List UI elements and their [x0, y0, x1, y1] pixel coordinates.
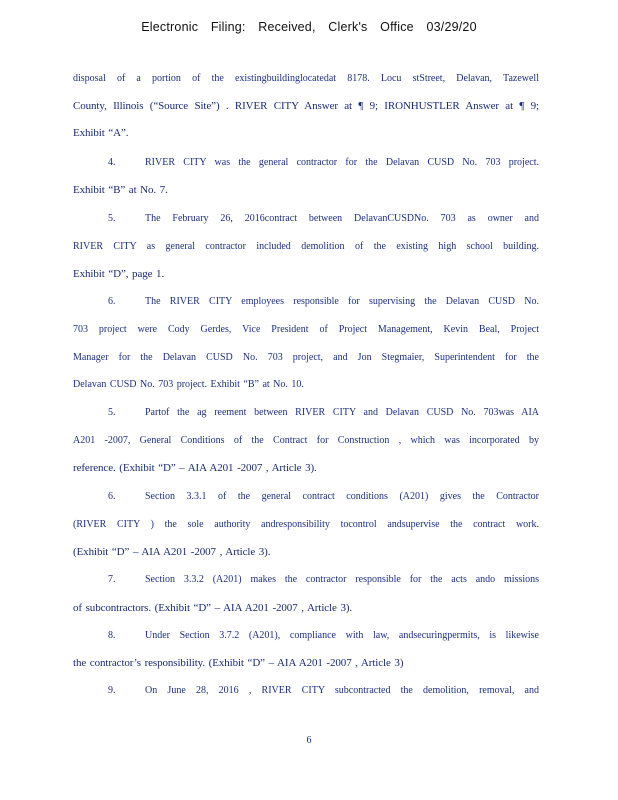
text-line [73, 657, 539, 669]
paragraph-5 [108, 213, 539, 224]
paragraph-8 [108, 630, 539, 641]
line-text: Under Section 3.7.2 (A201), compliance with law, andsecuringpermits, is likewise [145, 630, 539, 641]
paragraph-6b [108, 491, 539, 502]
paragraph-number: 6. [108, 491, 116, 502]
text-line [73, 127, 539, 139]
text-line [73, 184, 539, 196]
line-text: (Exhibit “D” – AIA A201 -2007 , Article 3). [73, 546, 271, 558]
line-text: the contractor’s responsibility. (Exhibit “D” – AIA A201 -2007 , Article 3) [73, 657, 404, 669]
paragraph-number: 5. [108, 407, 116, 418]
paragraph-number: 7. [108, 574, 116, 585]
text-line [73, 379, 539, 390]
paragraph-number: 4. [108, 157, 116, 168]
text-line [73, 100, 539, 112]
line-text: The RIVER CITY employees responsible for supervising the Delavan CUSD No. [145, 296, 539, 307]
text-line [73, 324, 539, 335]
paragraph-number: 6. [108, 296, 116, 307]
line-text: RIVER CITY was the general contractor for the Delavan CUSD No. 703 project. [145, 157, 539, 168]
line-text: On June 28, 2016 , RIVER CITY subcontracted the demolition, removal, and [145, 685, 539, 696]
line-text: Section 3.3.2 (A201) makes the contractor responsible for the acts ando missions [145, 574, 539, 585]
line-text: 703 project were Cody Gerdes, Vice President of Project Management, Kevin Beal, Project [73, 324, 539, 335]
line-text: The February 26, 2016contract between DelavanCUSDNo. 703 as owner and [145, 213, 539, 224]
text-line [73, 73, 539, 84]
text-line [73, 268, 539, 280]
paragraph-number: 8. [108, 630, 116, 641]
paragraph-number: 5. [108, 213, 116, 224]
paragraph-6 [108, 296, 539, 307]
text-line [73, 352, 539, 363]
page-number: 6 [306, 735, 312, 746]
line-text: (RIVER CITY ) the sole authority andresponsibility tocontrol andsupervise the contract work. [73, 519, 539, 530]
line-text: disposal of a portion of the existingbuildinglocatedat 8178. Locu stStreet, Delavan, Tazewell [73, 73, 539, 84]
line-text: of subcontractors. (Exhibit “D” – AIA A201 -2007 , Article 3). [73, 602, 353, 614]
paragraph-9 [108, 685, 539, 696]
paragraph-7 [108, 574, 539, 585]
line-text: Manager for the Delavan CUSD No. 703 project, and Jon Stegmaier, Superintendent for the [73, 352, 539, 363]
paragraph-4 [108, 157, 539, 168]
text-line [73, 602, 539, 614]
line-text: RIVER CITY as general contractor included demolition of the existing high school building. [73, 241, 539, 252]
line-text: reference. (Exhibit “D” – AIA A201 -2007 , Article 3). [73, 462, 317, 474]
text-line [73, 519, 539, 530]
line-text: Delavan CUSD No. 703 project. Exhibit “B” at No. 10. [73, 379, 304, 390]
line-text: Partof the ag reement between RIVER CITY and Delavan CUSD No. 703was AIA [145, 407, 539, 418]
filing-stamp-header: Electronic Filing: Received, Clerk's Office 03/29/20 [141, 20, 477, 34]
paragraph-number: 9. [108, 685, 116, 696]
line-text: Exhibit “D”, page 1. [73, 268, 165, 280]
line-text: Section 3.3.1 of the general contract conditions (A201) gives the Contractor [145, 491, 539, 502]
paragraph-5b [108, 407, 539, 418]
text-line [73, 462, 539, 474]
text-line [73, 546, 539, 558]
text-line [73, 435, 539, 446]
line-text: Exhibit “B” at No. 7. [73, 184, 168, 196]
line-text: A201 -2007, General Conditions of the Contract for Construction , which was incorporated by [73, 435, 539, 446]
line-text: Exhibit “A”. [73, 127, 129, 139]
line-text: County, Illinois (“Source Site”) . RIVER CITY Answer at ¶ 9; IRONHUSTLER Answer at ¶ 9; [73, 100, 539, 112]
text-line [73, 241, 539, 252]
